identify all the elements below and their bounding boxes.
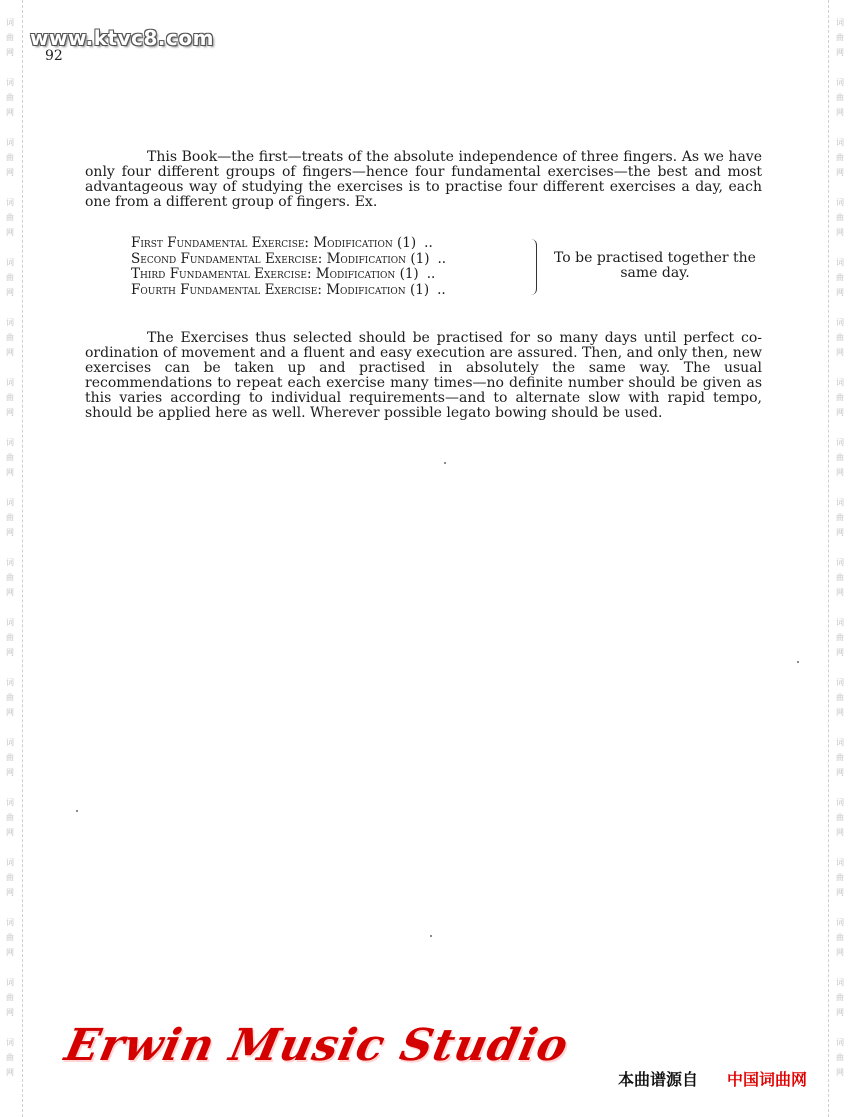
margin-watermark-char: 网 [836,948,844,957]
margin-watermark-char: 词 [6,978,14,987]
instructions-paragraph [85,331,762,421]
brace-note-line2: same day. [620,265,690,281]
margin-watermark-group [6,735,14,780]
exercise-item [131,236,531,252]
margin-watermark-char: 词 [6,678,14,687]
margin-watermark-char: 曲 [836,453,844,462]
margin-watermark-group [6,315,14,360]
source-label: 本曲谱源自 [618,1070,699,1089]
margin-watermark-group [6,975,14,1020]
margin-watermark-char: 曲 [836,873,844,882]
margin-watermark-char: 词 [6,438,14,447]
intro-paragraph-text: This Book—the first—treats of the absolute independence of three fingers. As we have only four different groups of fingers—hence four fundamental exercises—the best and most advantageous way of studying the exercises is to practise four different exercises a day, each one from a different group of fingers. Ex. [85,149,762,210]
margin-watermark-char: 曲 [6,513,14,522]
margin-watermark-group [836,315,844,360]
margin-watermark-char: 词 [6,498,14,507]
margin-watermark-char: 曲 [836,753,844,762]
margin-watermark-char: 网 [6,828,14,837]
margin-watermark-char: 网 [6,228,14,237]
site-name-link[interactable]: 中国词曲网 [727,1070,808,1089]
margin-watermark-char: 网 [6,648,14,657]
intro-paragraph [85,150,762,210]
margin-watermark-char: 曲 [6,1053,14,1062]
margin-watermark-char: 词 [6,798,14,807]
margin-watermark-char: 曲 [6,93,14,102]
margin-watermark-char: 词 [6,18,14,27]
margin-watermark-char: 曲 [6,273,14,282]
margin-watermark-group [836,195,844,240]
watermark-url: www.ktvc8.com [30,26,214,50]
margin-watermark-char: 词 [836,138,844,147]
brace-note-line1: To be practised together the [554,250,756,266]
margin-watermark-char: 词 [836,78,844,87]
margin-watermark-group [836,675,844,720]
margin-watermark-char: 词 [836,978,844,987]
margin-watermark-char: 曲 [836,633,844,642]
margin-watermark-char: 曲 [836,573,844,582]
margin-watermark-char: 词 [6,198,14,207]
margin-watermark-group [836,975,844,1020]
margin-watermark-char: 网 [6,1068,14,1077]
margin-watermark-char: 曲 [836,393,844,402]
exercise-item [131,252,531,268]
margin-watermark-char: 曲 [836,693,844,702]
brace-bracket [528,239,537,295]
exercise-item [131,267,531,283]
margin-watermark-char: 曲 [6,933,14,942]
margin-watermark-char: 曲 [6,753,14,762]
margin-watermark-char: 词 [836,858,844,867]
scan-speck [444,462,446,464]
margin-watermark-char: 曲 [6,693,14,702]
margin-watermark-char: 网 [6,1008,14,1017]
margin-watermark-char: 曲 [836,1053,844,1062]
margin-watermark-char: 词 [6,618,14,627]
margin-watermark-char: 网 [6,468,14,477]
exercise-list [131,236,531,298]
margin-watermark-char: 词 [836,18,844,27]
page-number: 92 [45,48,63,64]
margin-watermark-group [6,375,14,420]
margin-watermark-char: 词 [836,918,844,927]
margin-watermark-char: 曲 [836,273,844,282]
exercise-dots: .. [426,266,436,282]
exercise-dots: .. [437,250,447,267]
margin-watermark-char: 曲 [836,33,844,42]
margin-watermark-char: 词 [836,198,844,207]
margin-watermark-char: 网 [6,168,14,177]
margin-watermark-group [836,75,844,120]
margin-watermark-group [836,555,844,600]
margin-watermark-char: 网 [6,48,14,57]
margin-watermark-char: 网 [836,1068,844,1077]
brace-note [545,251,765,281]
instructions-paragraph-text: The Exercises thus selected should be practised for so many days until perfect co-ordination of movement and a fluent and easy execution are assured. Then, and only then, new exercises can be taken up and practised in absolutely the same way. The usual recommendations to repeat each exercise many times—no definite number should be given as this varies according to individual requirements—and to alternate slow with rapid tempo, should be applied here as well. Wherever possible legato bowing should be used. [85,330,762,421]
margin-watermark-char: 网 [836,828,844,837]
exercise-label: Fourth Fundamental Exercise: Modification (1) [131,281,430,298]
margin-watermark-char: 词 [6,558,14,567]
exercise-dots: .. [437,281,446,298]
margin-watermark-char: 曲 [6,453,14,462]
margin-watermark-char: 曲 [6,633,14,642]
margin-watermark-char: 词 [836,1038,844,1047]
margin-watermark-char: 网 [6,888,14,897]
scan-speck [797,661,799,663]
studio-logo: Erwin Music Studio [60,1020,574,1071]
margin-watermark-char: 网 [6,408,14,417]
margin-watermark-char: 词 [836,798,844,807]
margin-watermark-group [6,495,14,540]
margin-watermark-char: 网 [836,528,844,537]
margin-watermark-char: 曲 [6,333,14,342]
margin-watermark-char: 网 [836,648,844,657]
margin-watermark-char: 曲 [836,933,844,942]
margin-watermark-char: 词 [6,918,14,927]
margin-watermark-group [836,855,844,900]
margin-watermark-char: 网 [6,768,14,777]
margin-watermark-char: 网 [836,1008,844,1017]
margin-watermark-char: 词 [836,558,844,567]
right-watermark-strip [830,0,850,1117]
margin-watermark-group [6,615,14,660]
margin-watermark-char: 曲 [836,213,844,222]
margin-watermark-char: 词 [836,738,844,747]
scan-speck [430,935,432,937]
margin-watermark-group [6,135,14,180]
margin-watermark-char: 曲 [836,813,844,822]
exercise-dots: .. [424,235,433,251]
margin-watermark-char: 词 [6,318,14,327]
margin-watermark-char: 曲 [6,393,14,402]
exercise-item [131,283,531,299]
margin-watermark-char: 网 [6,108,14,117]
margin-watermark-char: 词 [836,318,844,327]
margin-watermark-group [836,375,844,420]
margin-watermark-char: 词 [836,618,844,627]
margin-watermark-char: 网 [836,168,844,177]
margin-watermark-char: 曲 [6,993,14,1002]
margin-watermark-group [836,255,844,300]
margin-watermark-char: 网 [836,588,844,597]
scan-speck [76,810,78,812]
margin-watermark-char: 词 [836,258,844,267]
margin-watermark-group [6,195,14,240]
margin-watermark-char: 曲 [836,333,844,342]
margin-watermark-char: 网 [836,888,844,897]
margin-watermark-char: 曲 [836,993,844,1002]
margin-watermark-group [836,135,844,180]
margin-watermark-char: 网 [836,288,844,297]
margin-watermark-char: 网 [6,948,14,957]
margin-watermark-group [6,795,14,840]
margin-watermark-char: 词 [6,78,14,87]
margin-watermark-group [6,675,14,720]
margin-watermark-char: 词 [6,258,14,267]
margin-watermark-group [6,1035,14,1080]
exercise-label: Third Fundamental Exercise: Modification (1) [131,266,419,282]
margin-watermark-char: 曲 [6,813,14,822]
margin-watermark-char: 曲 [6,213,14,222]
margin-watermark-group [6,15,14,60]
margin-watermark-char: 曲 [836,93,844,102]
margin-watermark-char: 词 [6,858,14,867]
margin-watermark-char: 词 [6,138,14,147]
exercise-label: Second Fundamental Exercise: Modification (1) [131,250,430,267]
margin-watermark-char: 词 [836,378,844,387]
margin-watermark-group [836,615,844,660]
margin-watermark-group [836,795,844,840]
margin-watermark-char: 词 [836,438,844,447]
margin-watermark-group [836,495,844,540]
margin-watermark-char: 词 [836,678,844,687]
margin-watermark-group [836,15,844,60]
margin-watermark-group [6,915,14,960]
margin-watermark-char: 网 [836,768,844,777]
margin-watermark-char: 网 [836,468,844,477]
margin-watermark-char: 词 [6,738,14,747]
margin-watermark-char: 网 [6,588,14,597]
margin-watermark-char: 网 [6,288,14,297]
margin-watermark-char: 曲 [6,33,14,42]
margin-watermark-char: 网 [836,348,844,357]
margin-watermark-group [836,735,844,780]
margin-watermark-char: 网 [836,408,844,417]
margin-watermark-char: 网 [836,48,844,57]
margin-watermark-char: 词 [6,1038,14,1047]
margin-watermark-char: 词 [836,498,844,507]
margin-watermark-char: 网 [6,528,14,537]
margin-watermark-char: 曲 [6,153,14,162]
margin-watermark-char: 网 [836,228,844,237]
right-dashed-divider [828,0,829,1117]
margin-watermark-char: 网 [836,708,844,717]
margin-watermark-group [836,435,844,480]
margin-watermark-char: 网 [836,108,844,117]
margin-watermark-group [6,255,14,300]
margin-watermark-group [836,1035,844,1080]
margin-watermark-char: 网 [6,348,14,357]
margin-watermark-group [6,435,14,480]
margin-watermark-group [6,855,14,900]
margin-watermark-char: 词 [6,378,14,387]
margin-watermark-group [836,915,844,960]
margin-watermark-group [6,555,14,600]
left-watermark-strip [0,0,20,1117]
exercise-label: First Fundamental Exercise: Modification (1) [131,235,417,251]
left-dashed-divider [22,0,23,1117]
margin-watermark-char: 网 [6,708,14,717]
margin-watermark-char: 曲 [6,873,14,882]
margin-watermark-group [6,75,14,120]
margin-watermark-char: 曲 [6,573,14,582]
margin-watermark-char: 曲 [836,513,844,522]
margin-watermark-char: 曲 [836,153,844,162]
